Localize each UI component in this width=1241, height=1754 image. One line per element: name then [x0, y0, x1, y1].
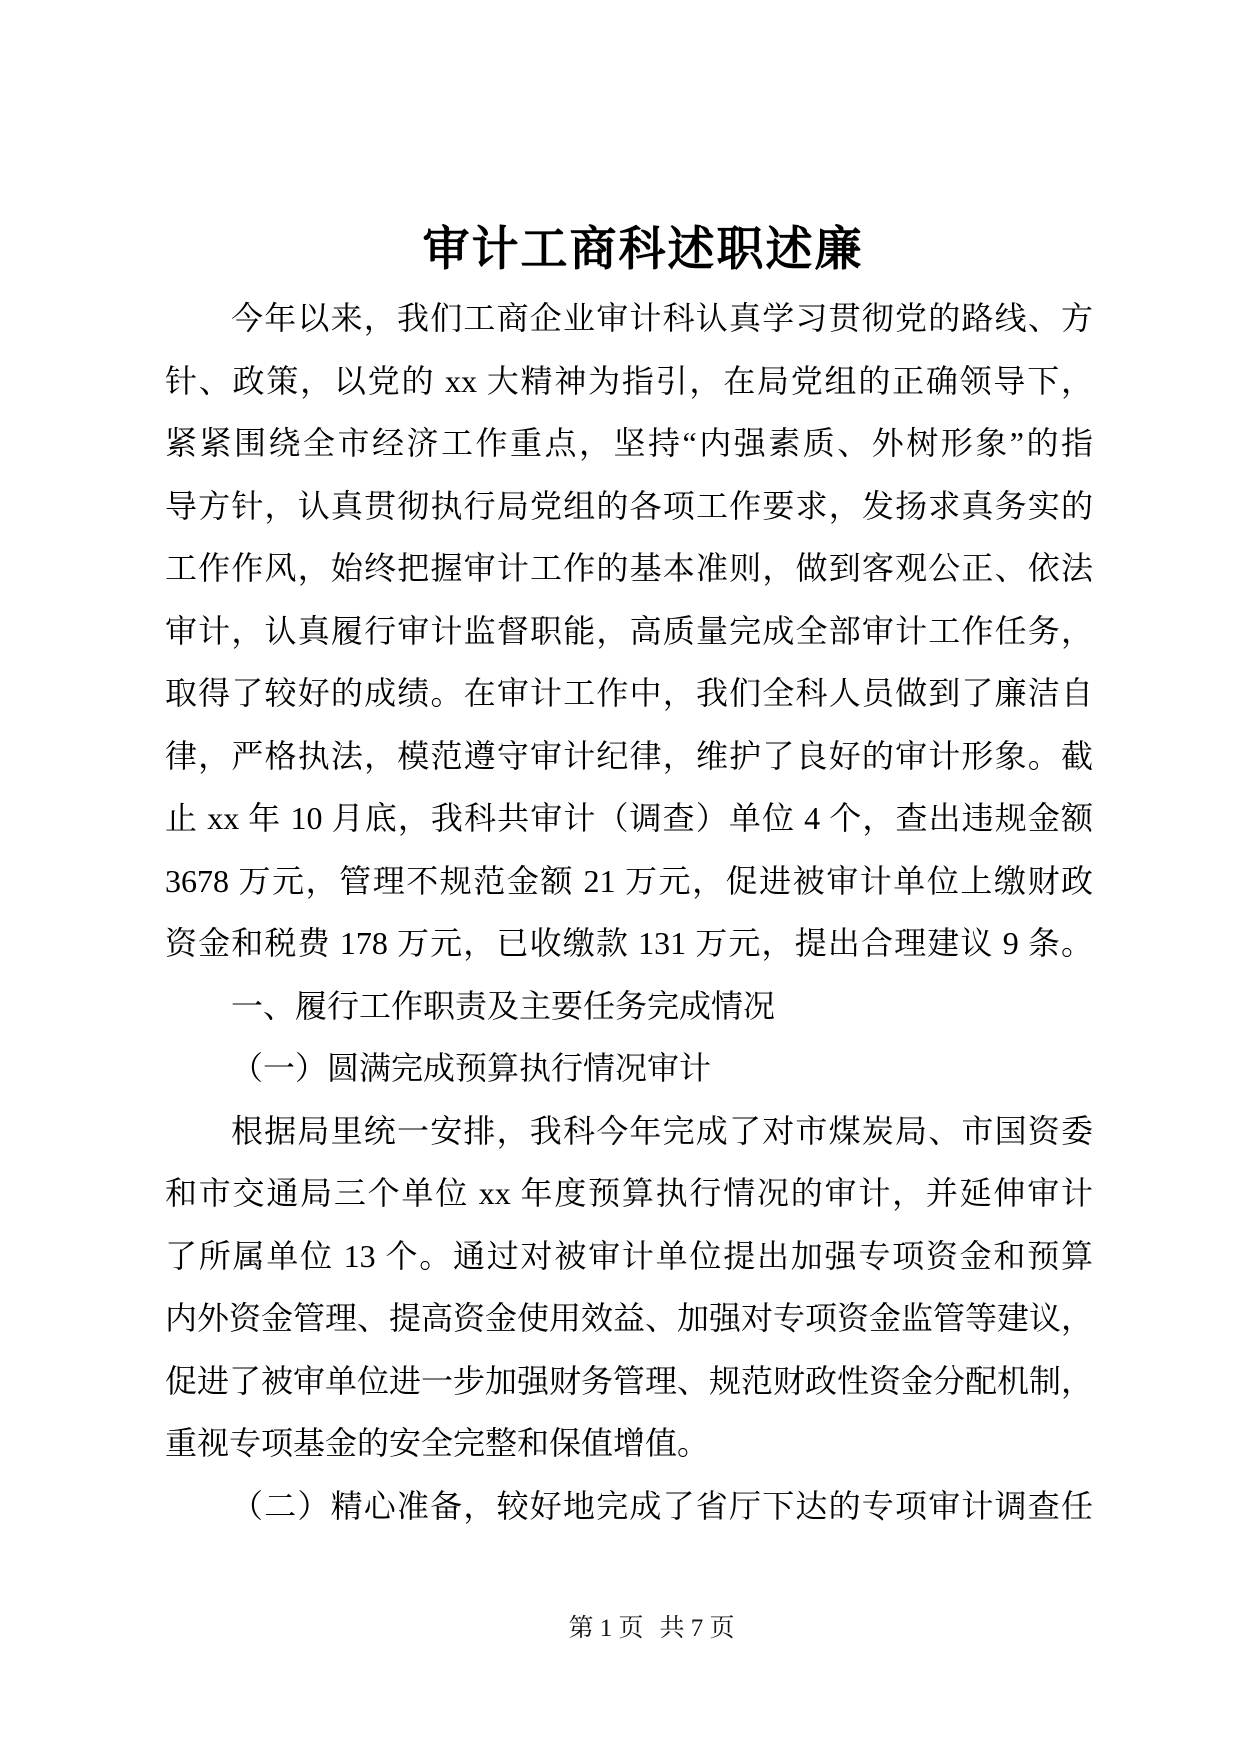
total-pages-label: 共 7 页 — [659, 1615, 735, 1642]
body-line: 导方针，认真贯彻执行局党组的各项工作要求，发扬求真务实的 — [165, 487, 1093, 524]
body-line: 取得了较好的成绩。在审计工作中，我们全科人员做到了廉洁自 — [165, 675, 1093, 711]
page-footer — [31, 1610, 1241, 1648]
page-number-label: 第 1 页 — [568, 1615, 644, 1642]
body-line: 针、政策，以党的 xx 大精神为指引，在局党组的正确领导下， — [165, 362, 1093, 399]
document-content — [165, 0, 1093, 1537]
document-title: 审计工商科述职述廉 — [422, 224, 864, 276]
body-line: 今年以来，我们工商企业审计科认真学习贯彻党的路线、方 — [231, 300, 1093, 336]
body-line: 紧紧围绕全市经济工作重点，坚持“内强素质、外树形象”的指 — [165, 425, 1093, 461]
document-body — [165, 287, 1093, 1537]
body-heading-line: （二）精心准备，较好地完成了省厅下达的专项审计调查任 — [231, 1487, 1093, 1524]
body-line: 内外资金管理、提高资金使用效益、加强对专项资金监管等建议， — [165, 1300, 1094, 1336]
body-line: 促进了被审单位进一步加强财务管理、规范财政性资金分配机制， — [165, 1362, 1094, 1399]
body-heading-line: （一）圆满完成预算执行情况审计 — [231, 1050, 712, 1086]
body-line: 重视专项基金的安全完整和保值增值。 — [165, 1425, 710, 1461]
body-line: 资金和税费 178 万元，已收缴款 131 万元，提出合理建议 9 条。 — [165, 925, 1093, 961]
body-line: 和市交通局三个单位 xx 年度预算执行情况的审计，并延伸审计 — [165, 1175, 1093, 1211]
body-line: 3678 万元，管理不规范金额 21 万元，促进被审计单位上缴财政 — [165, 862, 1093, 899]
body-line: 工作作风，始终把握审计工作的基本准则，做到客观公正、依法 — [165, 550, 1093, 586]
body-line: 止 xx 年 10 月底，我科共审计（调查）单位 4 个，查出违规金额 — [165, 800, 1093, 836]
body-heading-line: 一、履行工作职责及主要任务完成情况 — [231, 987, 776, 1024]
body-line: 了所属单位 13 个。通过对被审计单位提出加强专项资金和预算 — [165, 1237, 1093, 1274]
body-line: 律，严格执法，模范遵守审计纪律，维护了良好的审计形象。截 — [165, 737, 1093, 774]
body-line: 根据局里统一安排，我科今年完成了对市煤炭局、市国资委 — [231, 1112, 1093, 1149]
body-line: 审计，认真履行审计监督职能，高质量完成全部审计工作任务， — [165, 612, 1093, 649]
